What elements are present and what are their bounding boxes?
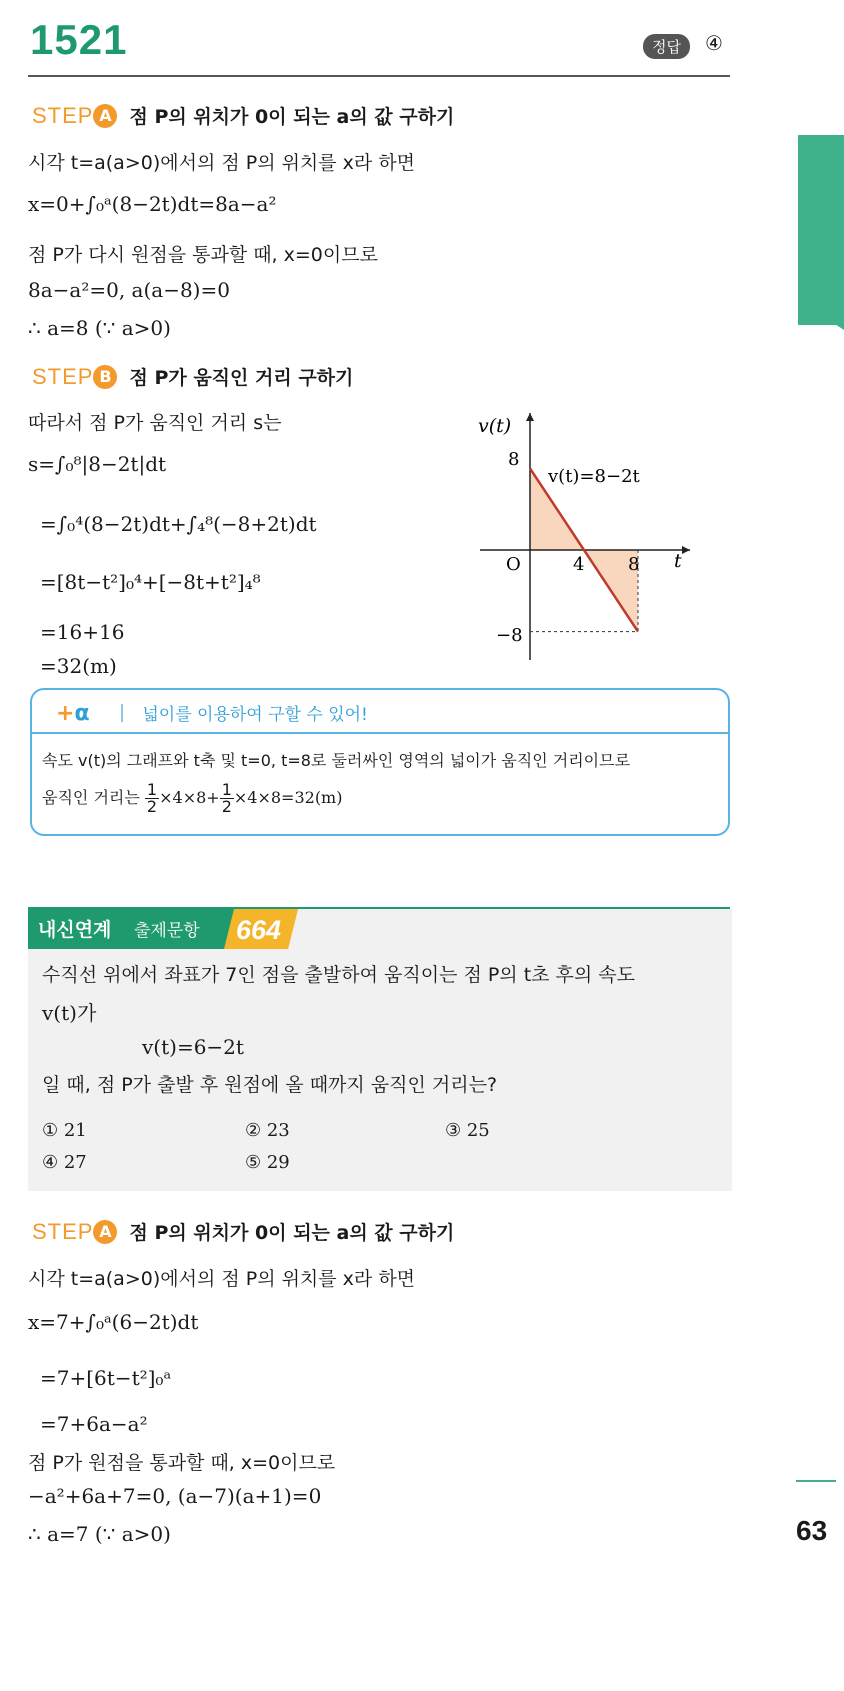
step-a2-title: 점 P의 위치가 0이 되는 a의 값 구하기 bbox=[129, 1222, 455, 1244]
step-b-line-2: s=∫₀⁸|8−2t|dt bbox=[28, 452, 167, 476]
step-a-line-2: x=0+∫₀ᵃ(8−2t)dt=8a−a² bbox=[28, 192, 277, 216]
fraction: $\frac{1}{2}$ bbox=[146, 780, 158, 816]
answer-badge: 정답 bbox=[643, 34, 690, 59]
section-number: 664 bbox=[236, 915, 282, 945]
step-a2-line-6: −a²+6a+7=0, (a−7)(a+1)=0 bbox=[28, 1484, 322, 1508]
step-a2-heading bbox=[32, 1218, 454, 1245]
step-a-line-5: ∴ a=8 (∵ a>0) bbox=[28, 316, 171, 340]
alpha-icon: α bbox=[74, 701, 90, 726]
tip-line-2 bbox=[42, 782, 342, 815]
step-a-line-1: 시각 t=a(a>0)에서의 점 P의 위치를 x라 하면 bbox=[28, 152, 416, 174]
x-axis-arrow bbox=[682, 546, 690, 554]
tick-label-x-4: 4 bbox=[573, 554, 585, 575]
step-a2-line-3: =7+[6t−t²]₀ᵃ bbox=[40, 1366, 172, 1390]
step-b-line-4: =[8t−t²]₀⁴+[−8t+t²]₄⁸ bbox=[40, 570, 261, 594]
tip-separator bbox=[121, 704, 123, 722]
tip-line-2-prefix: 움직인 거리는 bbox=[42, 788, 140, 807]
tick-label-x-8: 8 bbox=[628, 554, 640, 575]
step-a-line-4: 8a−a²=0, a(a−8)=0 bbox=[28, 278, 230, 302]
page-divider bbox=[796, 1480, 836, 1482]
step-a-badge: A bbox=[93, 104, 117, 128]
step-a2-line-1: 시각 t=a(a>0)에서의 점 P의 위치를 x라 하면 bbox=[28, 1268, 416, 1290]
step-b-badge: B bbox=[93, 365, 117, 389]
step-b-title: 점 P가 움직인 거리 구하기 bbox=[129, 367, 354, 389]
chapter-tab[interactable] bbox=[798, 135, 844, 325]
section-label bbox=[28, 909, 298, 949]
tick-label-y-8: 8 bbox=[508, 449, 520, 470]
section-label-bold: 내신연계 bbox=[38, 919, 112, 941]
step-a2-line-5: 점 P가 원점을 통과할 때, x=0이므로 bbox=[28, 1452, 336, 1474]
tip-heading-text: 넓이를 이용하여 구할 수 있어! bbox=[142, 705, 368, 725]
x-axis-label: t bbox=[674, 550, 682, 572]
step-a-heading bbox=[32, 102, 454, 129]
question-line-3: 일 때, 점 P가 출발 후 원점에 올 때까지 움직인 거리는? bbox=[42, 1074, 498, 1096]
choice-2[interactable]: ② 23 bbox=[245, 1120, 290, 1141]
step-b-line-6: =32(m) bbox=[40, 654, 117, 678]
question-background bbox=[28, 909, 732, 1191]
step-b-line-5: =16+16 bbox=[40, 620, 125, 644]
tip-line-1: 속도 v(t)의 그래프와 t축 및 t=0, t=8로 둘러싸인 영역의 넓이가 움직인 거리이므로 bbox=[42, 751, 631, 770]
step-a-line-3: 점 P가 다시 원점을 통과할 때, x=0이므로 bbox=[28, 244, 378, 266]
header-divider bbox=[28, 75, 730, 77]
step-word: STEP bbox=[32, 364, 94, 389]
fraction: $\frac{1}{2}$ bbox=[221, 780, 232, 816]
y-axis-arrow bbox=[526, 413, 534, 421]
choice-5[interactable]: ⑤ 29 bbox=[245, 1152, 290, 1173]
step-a-title: 점 P의 위치가 0이 되는 a의 값 구하기 bbox=[129, 106, 455, 128]
chapter-tab-tip bbox=[798, 300, 844, 330]
velocity-graph bbox=[470, 405, 700, 675]
choice-4[interactable]: ④ 27 bbox=[42, 1152, 87, 1173]
choice-1[interactable]: ① 21 bbox=[42, 1120, 87, 1141]
origin-label: O bbox=[506, 554, 521, 575]
step-word: STEP bbox=[32, 1219, 94, 1244]
tip-part-a: ×4×8+ bbox=[159, 788, 220, 807]
question-line-2: v(t)가 bbox=[42, 1001, 97, 1025]
problem-number: 1521 bbox=[30, 16, 128, 63]
y-axis-label: v(t) bbox=[478, 415, 512, 437]
question-equation: v(t)=6−2t bbox=[142, 1035, 244, 1059]
choice-3[interactable]: ③ 25 bbox=[445, 1120, 490, 1141]
step-word: STEP bbox=[32, 103, 94, 128]
step-a2-line-7: ∴ a=7 (∵ a>0) bbox=[28, 1522, 171, 1546]
step-a2-line-4: =7+6a−a² bbox=[40, 1412, 148, 1436]
tip-part-b: ×4×8=32(m) bbox=[233, 788, 343, 807]
step-b-heading bbox=[32, 363, 353, 390]
step-b-line-3: =∫₀⁴(8−2t)dt+∫₄⁸(−8+2t)dt bbox=[40, 512, 317, 536]
page-number: 63 bbox=[796, 1515, 828, 1546]
tick-label-y-neg8: −8 bbox=[496, 625, 523, 646]
tip-heading bbox=[56, 700, 368, 726]
question-line-1: 수직선 위에서 좌표가 7인 점을 출발하여 움직이는 점 P의 t초 후의 속도 bbox=[42, 964, 635, 986]
curve-label: v(t)=8−2t bbox=[548, 466, 640, 487]
plus-icon: + bbox=[56, 701, 75, 726]
step-b-line-1: 따라서 점 P가 움직인 거리 s는 bbox=[28, 412, 282, 434]
step-a2-line-2: x=7+∫₀ᵃ(6−2t)dt bbox=[28, 1310, 199, 1334]
section-label-normal: 출제문항 bbox=[134, 921, 200, 941]
answer-value: ④ bbox=[705, 31, 723, 55]
step-a2-badge: A bbox=[93, 1220, 117, 1244]
